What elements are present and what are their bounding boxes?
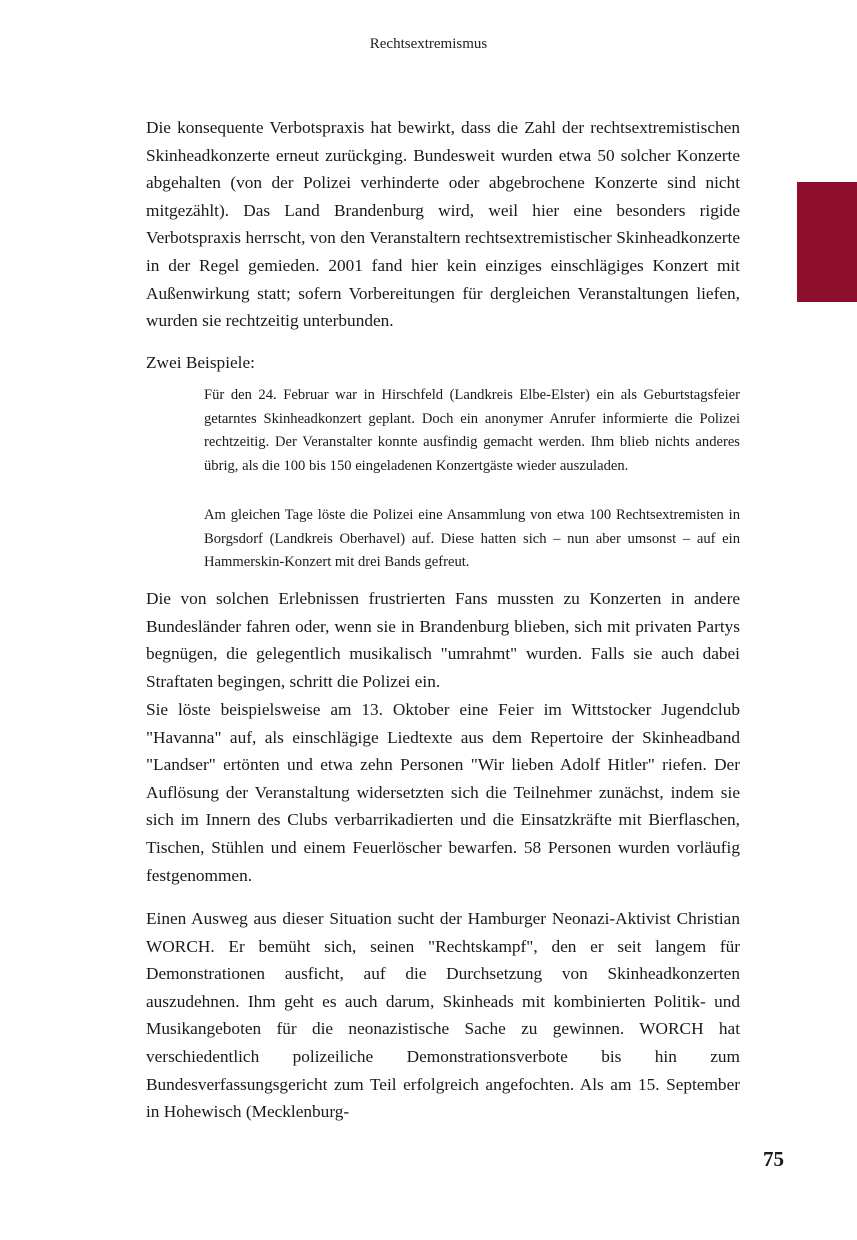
paragraph-havanna: Sie löste beispielsweise am 13. Oktober eine Feier im Wittstocker Jugendclub "Havanna" auf, als einschlägige Liedtexte aus dem Repertoire der Skinheadband "Landser" ertönten und etwa zehn Personen "Wir lieben Adolf Hitler" riefen. Der Auflösung der Veranstaltung widersetzten sich die Teilnehmer zunächst, indem sie sich im Innern des Clubs verbarrikadierten und die Einsatzkräfte mit Bierflaschen, Tischen, Stühlen und einem Feuerlöscher bewarfen. 58 Personen wurden vorläufig festgenommen. bbox=[146, 700, 740, 885]
paragraph-intro: Die konsequente Verbotspraxis hat bewirkt, dass die Zahl der rechtsextremistischen Skinheadkonzerte erneut zurückging. Bundesweit wurden etwa 50 solcher Konzerte abgehalten (von der Polizei verhinderte oder abgebrochene Konzerte sind nicht mitgezählt). Das Land Brandenburg wird, weil hier eine besonders rigide Verbotspraxis herrscht, von den Veranstaltern rechtsextremistischer Skinheadkonzerte in der Regel gemieden. 2001 fand hier kein einziges einschlägiges Konzert mit Außenwirkung statt; sofern Vorbereitungen für dergleichen Veranstaltungen liefen, wurden sie rechtzeitig unterbunden. bbox=[146, 118, 740, 331]
page-number: 75 bbox=[763, 1147, 784, 1171]
chapter-tab-marker bbox=[797, 182, 857, 302]
example-hirschfeld: Für den 24. Februar war in Hirschfeld (Landkreis Elbe-Elster) ein als Geburtstagsfeier getarntes Skinheadkonzert geplant. Doch ein anonymer Anrufer informierte die Polizei rechtzeitig. Der Veranstalter konnte ausfindig gemacht werden. Ihm blieb nichts anderes übrig, als die 100 bis 150 eingeladenen Konzertgäste wieder auszuladen. bbox=[204, 387, 740, 474]
examples-label: Zwei Beispiele: bbox=[146, 353, 255, 372]
paragraph-worch: Einen Ausweg aus dieser Situation sucht der Hamburger Neonazi-Aktivist Christian WORCH. Er bemüht sich, seinen "Rechtskampf", den er seit langem für Demonstrationen ausficht, auf die Durchsetzung von Skinheadkonzerten auszudehnen. Ihm geht es auch darum, Skinheads mit kombinierten Politik- und Musikangeboten für die neonazistische Sache zu gewinnen. WORCH hat verschiedentlich polizeiliche Demonstrationsverbote bis hin zum Bundesverfassungsgericht zum Teil erfolgreich angefochten. Als am 15. September in Hohewisch (Mecklenburg- bbox=[146, 909, 740, 1122]
paragraph-fans: Die von solchen Erlebnissen frustrierten Fans mussten zu Konzerten in andere Bundesländer fahren oder, wenn sie in Brandenburg blieben, sich mit privaten Partys begnügen, die gelegentlich musikalisch "umrahmt" wurden. Falls sie auch dabei Straftaten begingen, schritt die Polizei ein. bbox=[146, 589, 740, 691]
example-borgsdorf: Am gleichen Tage löste die Polizei eine Ansammlung von etwa 100 Rechtsextremisten in Borgsdorf (Landkreis Oberhavel) auf. Diese hatten sich – nun aber umsonst – auf ein Hammerskin-Konzert mit drei Bands gefreut. bbox=[204, 507, 740, 570]
running-header: Rechtsextremismus bbox=[369, 36, 488, 52]
